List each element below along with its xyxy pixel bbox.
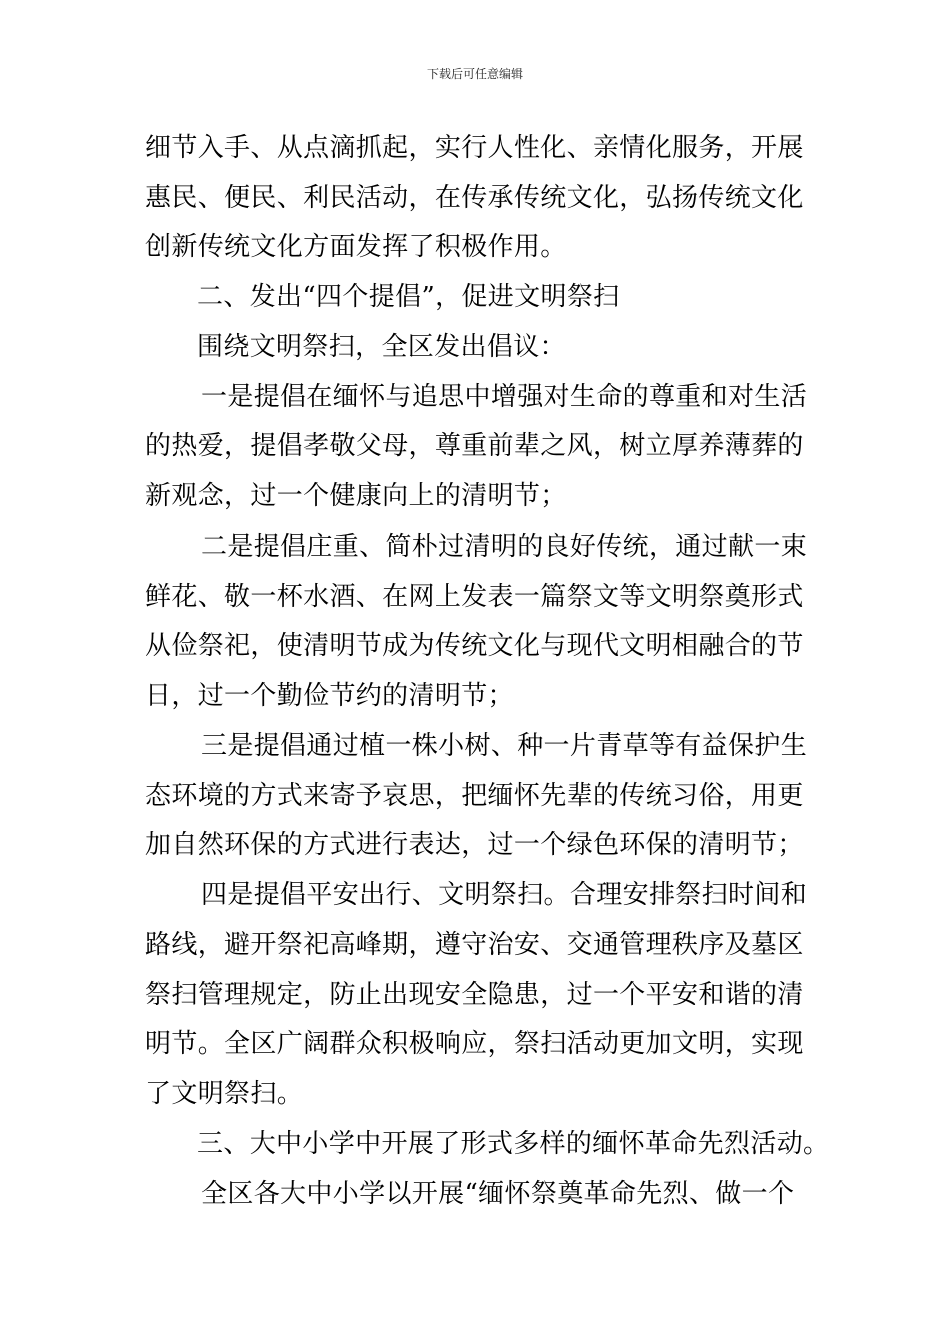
body-line: 二是提倡庄重、简朴过清明的良好传统，通过献一束 [201, 532, 808, 562]
body-line: 三是提倡通过植一株小树、种一片青草等有益保护生 [201, 731, 808, 761]
body-line: 惠民、便民、利民活动，在传承传统文化，弘扬传统文化 [145, 183, 804, 213]
section-heading: 二、发出“四个提倡”，促进文明祭扫 [197, 282, 620, 312]
body-line: 四是提倡平安出行、文明祭扫。合理安排祭扫时间和 [201, 880, 808, 910]
body-line: 一是提倡在缅怀与追思中增强对生命的尊重和对生活 [201, 382, 808, 412]
body-line: 日，过一个勤俭节约的清明节； [145, 681, 514, 711]
body-line: 了文明祭扫。 [145, 1079, 304, 1109]
body-line: 祭扫管理规定，防止出现安全隐患，过一个平安和谐的清 [145, 980, 804, 1010]
section-heading: 三、大中小学中开展了形式多样的缅怀革命先烈活动。 [197, 1129, 830, 1159]
body-line: 从俭祭祀，使清明节成为传统文化与现代文明相融合的节 [145, 631, 804, 661]
body-line: 围绕文明祭扫，全区发出倡议： [197, 332, 566, 362]
body-line: 路线，避开祭祀高峰期，遵守治安、交通管理秩序及墓区 [145, 930, 804, 960]
body-line: 的热爱，提倡孝敬父母，尊重前辈之风，树立厚养薄葬的 [145, 431, 804, 461]
body-line: 加自然环保的方式进行表达，过一个绿色环保的清明节； [145, 830, 804, 860]
body-line: 全区各大中小学以开展“缅怀祭奠革命先烈、做一个 [201, 1179, 795, 1209]
body-line: 明节。全区广阔群众积极响应，祭扫活动更加文明，实现 [145, 1029, 804, 1059]
body-line: 新观念，过一个健康向上的清明节； [145, 481, 567, 511]
body-line: 创新传统文化方面发挥了积极作用。 [145, 232, 567, 262]
body-line: 态环境的方式来寄予哀思，把缅怀先辈的传统习俗，用更 [145, 781, 804, 811]
body-line: 鲜花、敬一杯水酒、在网上发表一篇祭文等文明祭奠形式 [145, 582, 804, 612]
body-line: 细节入手、从点滴抓起，实行人性化、亲情化服务，开展 [145, 133, 804, 163]
page-header: 下载后可任意编辑 [426, 67, 523, 81]
